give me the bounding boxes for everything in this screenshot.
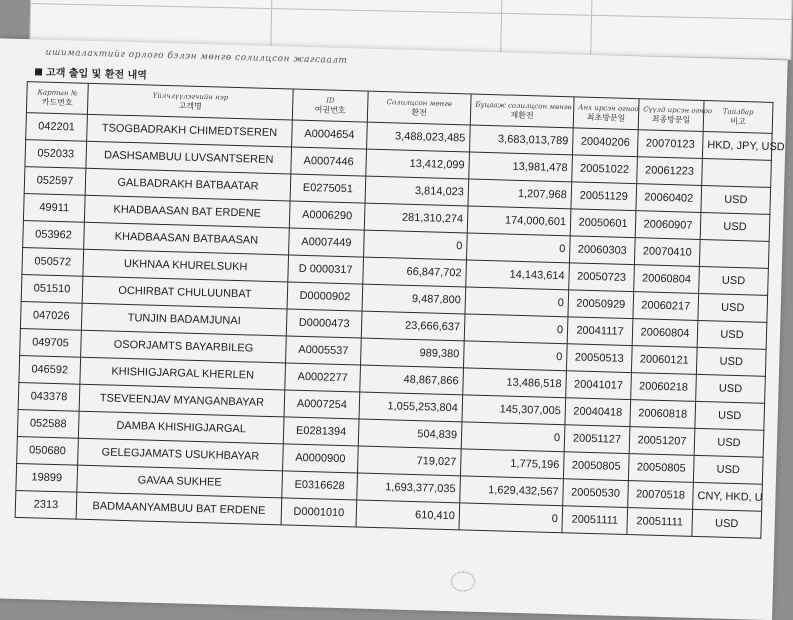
reexchange-cell: 3,683,013,789	[470, 125, 574, 155]
reexchange-cell: 145,307,005	[462, 395, 566, 425]
remarks-cell: USD	[695, 401, 765, 430]
exchange-cell: 9,487,800	[362, 284, 466, 314]
passport-cell: D0000473	[286, 309, 362, 338]
first-visit-cell: 20051111	[562, 506, 628, 535]
remarks-cell: USD	[692, 509, 762, 538]
customer-name-cell: GELEGJAMATS USUKHBAYAR	[78, 438, 284, 471]
customer-name-cell: OCHIRBAT CHULUUNBAT	[82, 276, 288, 309]
section-title	[35, 63, 147, 81]
header-reexchange: Буцааж солилцсон мөнгө 재환전	[470, 94, 574, 128]
remarks-cell	[702, 158, 772, 187]
first-visit-cell: 20051127	[564, 425, 630, 454]
customer-name-cell: UKHNAA KHURELSUKH	[83, 249, 289, 282]
reexchange-cell: 174,000,601	[467, 206, 571, 236]
first-visit-cell: 20051022	[572, 155, 638, 184]
first-visit-cell: 20051129	[571, 182, 637, 211]
exchange-cell: 48,867,866	[360, 365, 464, 395]
card-no-cell: 050680	[17, 436, 79, 465]
exchange-cell: 3,488,023,485	[367, 122, 471, 152]
last-visit-cell: 20060804	[634, 265, 700, 294]
background-sheet-line	[590, 0, 592, 55]
header-passport-no: ID 여권번호	[292, 89, 368, 122]
card-no-cell: 052588	[17, 409, 79, 438]
passport-cell: A0007254	[284, 390, 360, 419]
card-no-cell: 047026	[20, 302, 82, 331]
passport-cell: E0281394	[283, 417, 359, 446]
card-no-cell: 046592	[19, 356, 81, 385]
reexchange-cell: 1,775,196	[460, 449, 564, 479]
first-visit-cell: 20050929	[568, 290, 634, 319]
remarks-cell: USD	[698, 293, 768, 322]
reexchange-cell: 1,629,432,567	[460, 476, 564, 506]
last-visit-cell: 20060217	[633, 292, 699, 321]
exchange-cell: 66,847,702	[363, 257, 467, 287]
last-visit-cell: 20060804	[632, 319, 698, 348]
last-visit-cell: 20060818	[630, 400, 696, 429]
passport-cell: A0006290	[289, 201, 365, 230]
first-visit-cell: 20040206	[572, 128, 638, 157]
remarks-cell: HKD, JPY, USD	[702, 132, 772, 161]
section-title-text: 고객 출입 및 환전 내역	[45, 67, 148, 82]
last-visit-cell: 20061223	[637, 157, 703, 186]
passport-cell: E0275051	[290, 174, 366, 203]
passport-cell: A0000900	[283, 444, 359, 473]
passport-cell: A0005537	[286, 336, 362, 365]
customer-name-cell: OSORJAMTS BAYARBILEG	[81, 330, 287, 363]
card-no-cell: 49911	[23, 194, 85, 223]
customer-name-cell: DAMBA KHISHIGJARGAL	[78, 411, 284, 444]
customer-name-cell: GAVAA SUKHEE	[77, 465, 283, 498]
reexchange-cell: 13,486,518	[463, 368, 567, 398]
customer-name-cell: TUNJIN BADAMJUNAI	[81, 303, 287, 336]
reexchange-cell: 1,207,968	[468, 179, 572, 209]
exchange-cell: 0	[364, 230, 468, 260]
reexchange-cell: 0	[461, 422, 565, 452]
card-no-cell: 2313	[15, 490, 77, 519]
exchange-cell: 504,839	[358, 419, 462, 449]
customer-name-cell: KHADBAASAN BAT ERDENE	[84, 195, 290, 228]
exchange-cell: 281,310,274	[364, 203, 468, 233]
reexchange-cell: 14,143,614	[466, 260, 570, 290]
remarks-cell	[699, 239, 769, 268]
card-no-cell: 052597	[24, 167, 86, 196]
remarks-cell: USD	[697, 320, 767, 349]
exchange-cell: 23,666,637	[361, 311, 465, 341]
last-visit-cell: 20070518	[628, 481, 694, 510]
exchange-cell: 1,055,253,804	[359, 392, 463, 422]
remarks-cell: USD	[693, 455, 763, 484]
passport-cell: D 0000317	[288, 255, 364, 284]
reexchange-cell: 0	[466, 233, 570, 263]
square-bullet-icon	[35, 68, 42, 75]
last-visit-cell: 20060907	[635, 211, 701, 240]
card-no-cell: 042201	[26, 113, 88, 142]
first-visit-cell: 20040418	[565, 398, 631, 427]
header-first-visit: Анх ирсэн огноо 최초방문일	[573, 97, 639, 130]
last-visit-cell: 20050805	[628, 454, 694, 483]
customer-name-cell: TSEVEENJAV MYANGANBAYAR	[79, 384, 285, 417]
card-no-cell: 053962	[23, 221, 85, 250]
customer-name-cell: DASHSAMBUU LUVSANTSEREN	[86, 141, 292, 174]
first-visit-cell: 20050805	[563, 452, 629, 481]
header-last-visit: Сүүлд ирсэн огноо 최종방문일	[638, 99, 704, 132]
handwritten-note: ишималахтийг орлого бэлэн мөнгө солилцсон жагсаалт	[45, 47, 348, 67]
passport-cell: E0316628	[282, 471, 358, 500]
remarks-cell: USD	[699, 266, 769, 295]
last-visit-cell: 20070410	[634, 238, 700, 267]
passport-cell: D0000902	[287, 282, 363, 311]
reexchange-cell: 0	[459, 503, 563, 533]
remarks-cell: USD	[696, 374, 766, 403]
passport-cell: D0001010	[281, 498, 357, 527]
customer-name-cell: BADMAANYAMBUU BAT ERDENE	[76, 492, 282, 525]
exchange-cell: 989,380	[361, 338, 465, 368]
first-visit-cell: 20041117	[567, 317, 633, 346]
exchange-cell: 13,412,099	[366, 149, 470, 179]
remarks-cell: CNY, HKD, U	[693, 482, 763, 511]
card-no-cell: 043378	[18, 382, 80, 411]
card-no-cell: 050572	[22, 248, 84, 277]
passport-cell: A0002277	[285, 363, 361, 392]
last-visit-cell: 20051207	[629, 427, 695, 456]
last-visit-cell: 20070123	[637, 130, 703, 159]
header-exchange: Солилцсон мөнгө 환전	[367, 91, 471, 125]
passport-cell: A0007446	[291, 147, 367, 176]
last-visit-cell: 20060402	[636, 184, 702, 213]
header-card-no: Картын № 카드번호	[26, 82, 88, 115]
reexchange-cell: 0	[464, 314, 568, 344]
first-visit-cell: 20050723	[569, 263, 635, 292]
exchange-cell: 3,814,023	[365, 176, 469, 206]
card-no-cell: 051510	[21, 275, 83, 304]
document-page	[0, 38, 788, 620]
card-no-cell: 049705	[20, 329, 82, 358]
header-remarks: Тайлбар 비고	[703, 101, 773, 134]
first-visit-cell: 20050530	[563, 479, 629, 508]
customer-name-cell: KHISHIGJARGAL KHERLEN	[80, 357, 286, 390]
card-no-cell: 052033	[25, 140, 87, 169]
remarks-cell: USD	[696, 347, 766, 376]
first-visit-cell: 20050601	[570, 209, 636, 238]
remarks-cell: USD	[700, 212, 770, 241]
background-sheet-line	[31, 3, 791, 20]
remarks-cell: USD	[694, 428, 764, 457]
customer-name-cell: TSOGBADRAKH CHIMEDTSEREN	[87, 114, 293, 147]
last-visit-cell: 20051111	[627, 508, 693, 537]
first-visit-cell: 20060303	[569, 236, 635, 265]
reexchange-cell: 0	[463, 341, 567, 371]
passport-cell: A0007449	[289, 228, 365, 257]
exchange-cell: 1,693,377,035	[357, 473, 461, 503]
last-visit-cell: 20060121	[631, 346, 697, 375]
background-sheet-line	[500, 0, 502, 53]
reexchange-cell: 13,981,478	[469, 152, 573, 182]
card-no-cell: 19899	[16, 463, 78, 492]
reexchange-cell: 0	[465, 287, 569, 317]
exchange-cell: 610,410	[356, 500, 460, 530]
header-customer-name: Үйлчлүүлэгчийн нэр 고객명	[87, 83, 293, 120]
customer-ledger-table	[15, 81, 785, 539]
exchange-cell: 719,027	[357, 446, 461, 476]
first-visit-cell: 20050513	[566, 344, 632, 373]
first-visit-cell: 20041017	[566, 371, 632, 400]
customer-name-cell: KHADBAASAN BATBAASAN	[84, 222, 290, 255]
last-visit-cell: 20060218	[631, 373, 697, 402]
passport-cell: A0004654	[292, 120, 368, 149]
customer-name-cell: GALBADRAKH BATBAATAR	[85, 168, 291, 201]
pen-scribble-mark	[451, 571, 476, 592]
remarks-cell: USD	[701, 185, 771, 214]
